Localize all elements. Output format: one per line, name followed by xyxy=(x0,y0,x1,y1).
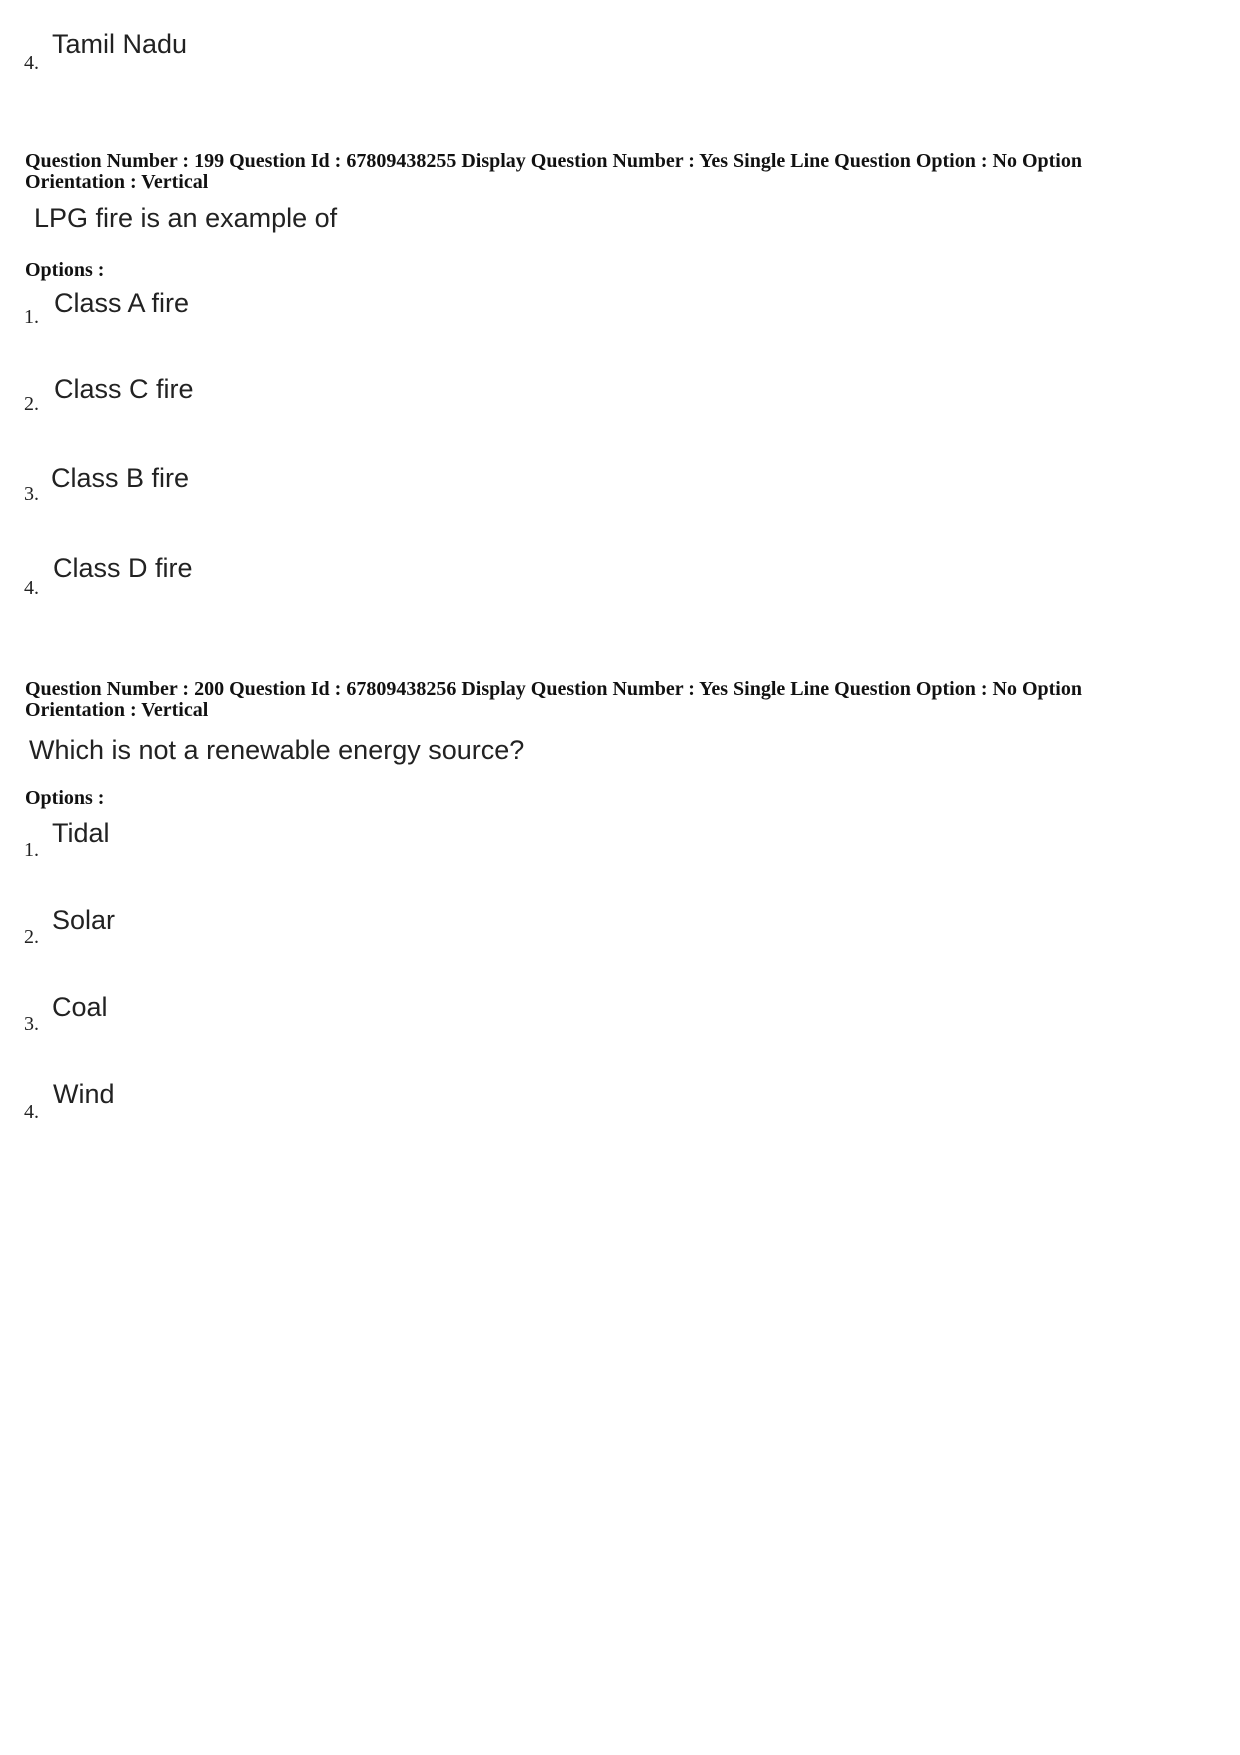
question-text: LPG fire is an example of xyxy=(34,203,338,233)
question-meta-line1: Question Number : 199 Question Id : 67809438255 Display Question Number : Yes Single Line Question Option : No Option xyxy=(25,150,1082,172)
option-text: Wind xyxy=(53,1079,115,1109)
option-number: 4. xyxy=(24,52,39,74)
question-text: Which is not a renewable energy source? xyxy=(29,735,525,765)
option-text: Tidal xyxy=(52,818,110,848)
option-text: Tamil Nadu xyxy=(52,29,188,59)
options-label: Options : xyxy=(25,259,105,281)
question-meta-line1: Question Number : 200 Question Id : 67809438256 Display Question Number : Yes Single Line Question Option : No Option xyxy=(25,678,1082,700)
option-number: 1. xyxy=(24,306,39,328)
question-meta-line2: Orientation : Vertical xyxy=(25,171,209,193)
option-text: Class A fire xyxy=(54,288,190,318)
option-text: Solar xyxy=(52,905,116,935)
option-number: 4. xyxy=(24,1101,39,1123)
option-number: 4. xyxy=(24,577,39,599)
option-number: 2. xyxy=(24,926,39,948)
option-number: 1. xyxy=(24,839,39,861)
option-number: 3. xyxy=(24,483,39,505)
question-meta-line2: Orientation : Vertical xyxy=(25,699,209,721)
option-number: 2. xyxy=(24,393,39,415)
option-text: Class B fire xyxy=(51,463,190,493)
question-meta xyxy=(25,679,1215,721)
option-text: Class D fire xyxy=(53,553,193,583)
option-number: 3. xyxy=(24,1013,39,1035)
options-label: Options : xyxy=(25,787,105,809)
option-text: Coal xyxy=(52,992,108,1022)
option-text: Class C fire xyxy=(54,374,194,404)
question-meta xyxy=(25,151,1215,193)
